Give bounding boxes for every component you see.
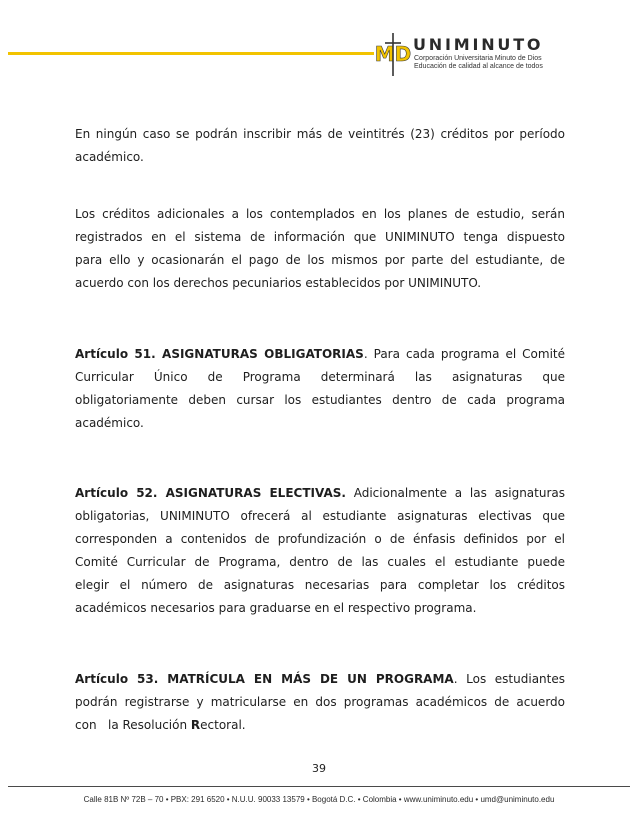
text-line: académicos necesarios para graduarse en el respectivo programa. [75,601,477,615]
text-line [75,714,565,737]
text-line: podrán registrarse y matricularse en dos programas académicos de acuerdo [75,695,565,709]
text-line: obligatorias, UNIMINUTO ofrecerá al estudiante asignaturas electivas que [75,509,565,523]
paragraph-1 [75,123,565,169]
text-line: acuerdo con los derechos pecuniarios establecidos por UNIMINUTO. [75,276,482,290]
article-title: Artículo 52. ASIGNATURAS ELECTIVAS. [75,486,346,500]
text-line: obligatoriamente deben cursar los estudiantes dentro de cada programa [75,393,565,407]
article-52 [75,482,565,620]
logo-mark: MD [374,42,412,66]
page-number: 39 [312,762,326,775]
header-rule [8,52,374,55]
article-text: . Los estudiantes [453,672,565,686]
text-line: Comité Curricular de Programa, dentro de las cuales el estudiante puede [75,555,565,569]
article-text: con la Resolución [75,718,191,732]
article-text: ectoral. [200,718,246,732]
uniminuto-logo-icon [372,30,414,78]
text-line [75,482,565,505]
text-line: Los créditos adicionales a los contemplados en los planes de estudio, serán [75,207,565,221]
paragraph-2 [75,203,565,295]
text-line: para ello y ocasionarán el pago de los mismos por parte del estudiante, de [75,253,565,267]
footer-address: Calle 81B Nº 72B – 70 • PBX: 291 6520 • N.U.U. 90033 13579 • Bogotá D.C. • Colombia • www.uniminuto.edu • umd@uniminuto.edu [83,795,555,804]
article-title: Artículo 51. ASIGNATURAS OBLIGATORIAS [75,347,364,361]
brand-subtitle: Corporación Universitaria Minuto de Dios [414,55,542,62]
text-line: académico. [75,150,144,164]
text-line: En ningún caso se podrán inscribir más de veintitrés (23) créditos por período [75,127,565,141]
brand-name: UNIMINUTO [413,35,544,54]
text-line [75,343,565,366]
text-line: académico. [75,416,144,430]
text-line: elegir el número de asignaturas necesarias para completar los créditos [75,578,565,592]
text-line [75,668,565,691]
text-line: Curricular Único de Programa determinará las asignaturas que [75,370,565,384]
article-text: . Para cada programa el Comité [363,347,565,361]
text-line: registrados en el sistema de información que UNIMINUTO tenga dispuesto [75,230,565,244]
article-title: Artículo 53. MATRÍCULA EN MÁS DE UN PROGRAMA [75,672,454,686]
text-line: corresponden a contenidos de profundización o de énfasis definidos por el [75,532,565,546]
article-53 [75,668,565,737]
article-text: Adicionalmente a las asignaturas [345,486,565,500]
brand-tagline: Educación de calidad al alcance de todos [414,63,543,70]
article-51 [75,343,565,435]
bold-initial: R [190,718,201,732]
footer-rule [8,786,630,787]
